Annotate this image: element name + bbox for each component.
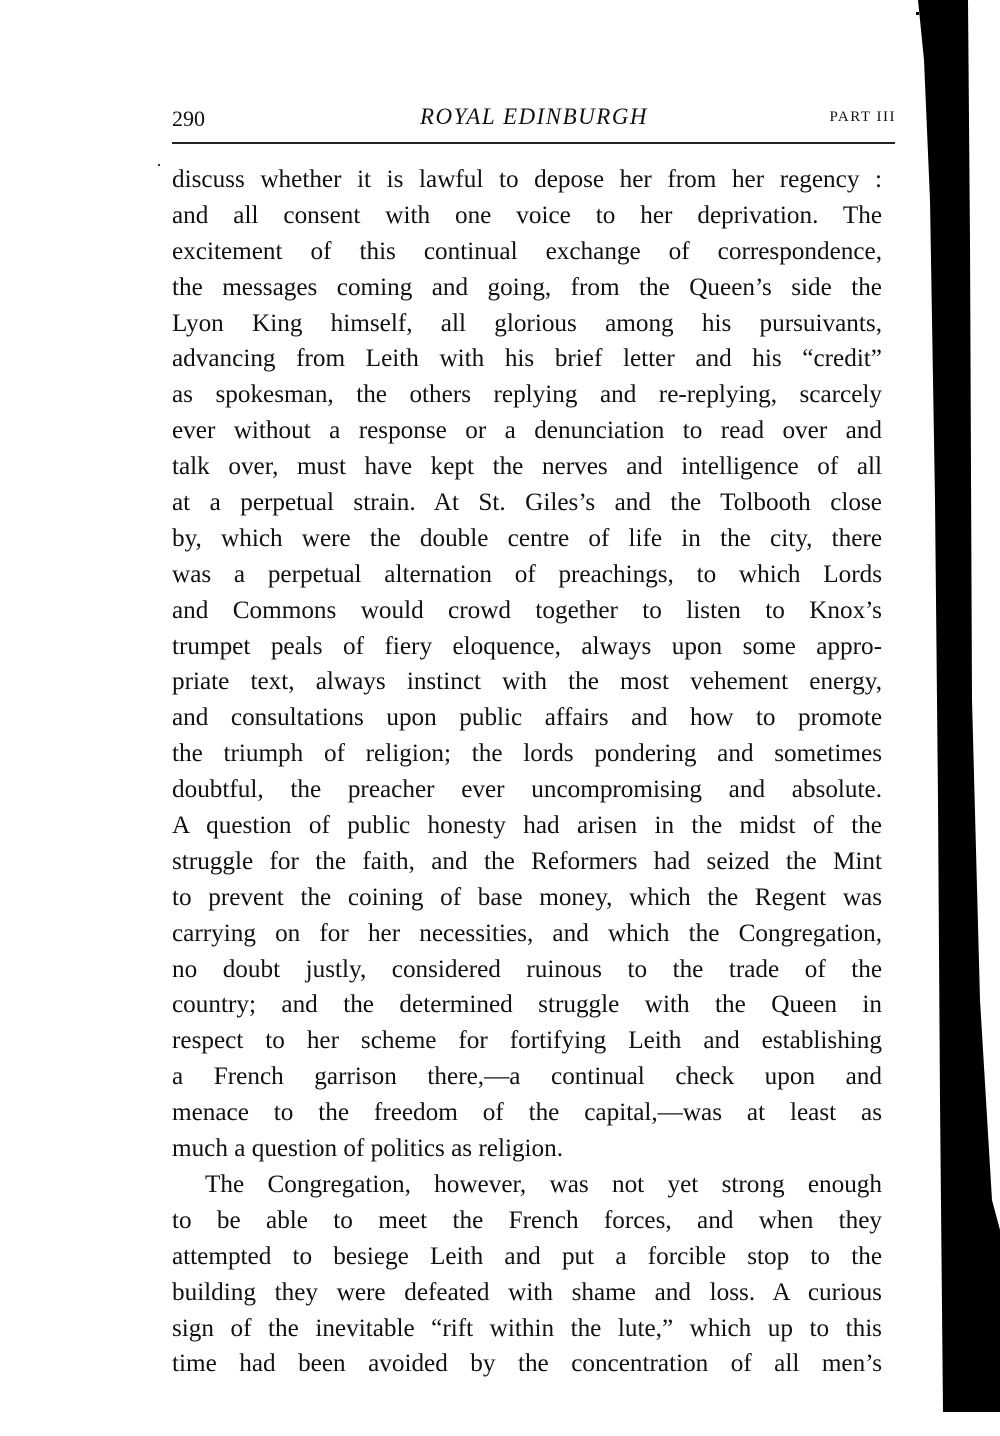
text-line: no doubt justly, considered ruinous to the trade of the <box>172 955 882 983</box>
text-line: and all consent with one voice to her deprivation. The <box>172 201 882 229</box>
text-line: the triumph of religion; the lords pondering and sometimes <box>172 740 882 768</box>
text-line: and Commons would crowd together to listen to Knox’s <box>172 596 882 624</box>
text-line: to be able to meet the French forces, and when they <box>172 1206 882 1234</box>
text-line: respect to her scheme for fortifying Leith and establishing <box>172 1027 882 1055</box>
text-line: much a question of politics as religion. <box>172 1135 564 1163</box>
text-line: trumpet peals of fiery eloquence, always upon some appro- <box>172 632 882 660</box>
text-line: advancing from Leith with his brief letter and his “credit” <box>172 345 882 373</box>
text-line: The Congregation, however, was not yet strong enough <box>205 1170 882 1198</box>
text-line: talk over, must have kept the nerves and intelligence of all <box>172 453 882 481</box>
text-line: discuss whether it is lawful to depose her from her regency : <box>172 166 882 193</box>
part-label: PART III <box>829 109 896 125</box>
running-title: ROYAL EDINBURGH <box>419 104 649 129</box>
paragraph-2 <box>172 1167 882 1382</box>
text-line: by, which were the double centre of life in the city, there <box>172 524 882 552</box>
text-line: time had been avoided by the concentration of all men’s <box>172 1350 882 1378</box>
text-line: to prevent the coining of base money, which the Regent was <box>172 883 882 911</box>
text-line: attempted to besiege Leith and put a forcible stop to the <box>172 1242 882 1270</box>
text-line: and consultations upon public affairs and how to promote <box>172 704 882 732</box>
text-line: ever without a response or a denunciation to read over and <box>172 417 882 445</box>
text-line: struggle for the faith, and the Reformers had seized the Mint <box>172 847 882 875</box>
text-line: priate text, always instinct with the most vehement energy, <box>172 668 882 696</box>
text-line: doubtful, the preacher ever uncompromising and absolute. <box>172 776 882 804</box>
text-line: excitement of this continual exchange of correspondence, <box>172 237 882 265</box>
header-rule <box>172 142 895 144</box>
text-line: A question of public honesty had arisen in the midst of the <box>172 812 882 840</box>
text-line: was a perpetual alternation of preachings, to which Lords <box>172 560 882 588</box>
text-line: country; and the determined struggle with the Queen in <box>172 991 882 1019</box>
page-number: 290 <box>172 106 205 131</box>
text-line: as spokesman, the others replying and re-replying, scarcely <box>172 381 882 409</box>
text-line: a French garrison there,—a continual check upon and <box>172 1063 882 1091</box>
page-header <box>172 100 896 134</box>
body-text <box>172 162 882 1382</box>
text-line: carrying on for her necessities, and which the Congregation, <box>172 919 882 947</box>
text-line: building they were defeated with shame and loss. A curious <box>172 1278 882 1306</box>
paragraph-1 <box>172 162 882 1167</box>
text-line: Lyon King himself, all glorious among his pursuivants, <box>172 309 882 337</box>
text-line: menace to the freedom of the capital,—was at least as <box>172 1099 882 1127</box>
text-line: the messages coming and going, from the Queen’s side the <box>172 273 882 301</box>
text-line: sign of the inevitable “rift within the lute,” which up to this <box>172 1314 882 1342</box>
text-line: at a perpetual strain. At St. Giles’s and the Tolbooth close <box>172 489 882 517</box>
